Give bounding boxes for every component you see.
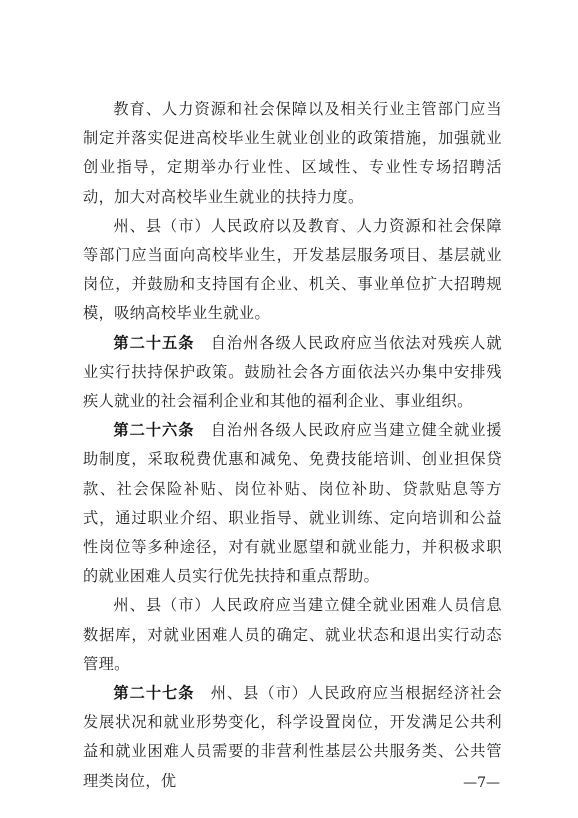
paragraph-text: 州、县（市）人民政府应当根据经济社会发展状况和就业形势变化，科学设置岗位，开发满足公共利益和就业困难人员需要的非营利性基层公共服务类、公共管理类岗位，优 — [83, 684, 502, 790]
paragraph-text: 教育、人力资源和社会保障以及相关行业主管部门应当制定并落实促进高校毕业生就业创业的政策措施，加强就业创业指导，定期举办行业性、区域性、专业性专场招聘活动，加大对高校毕业生就业的扶持力度。 — [83, 100, 502, 206]
paragraph-text: 州、县（市）人民政府应当建立健全就业困难人员信息数据库，对就业困难人员的确定、就业状态和退出实行动态管理。 — [83, 596, 502, 673]
document-body — [83, 95, 502, 796]
article-label: 第二十七条 — [113, 684, 195, 703]
article-label: 第二十六条 — [113, 421, 195, 440]
paragraph — [83, 329, 502, 417]
paragraph-text: 州、县（市）人民政府以及教育、人力资源和社会保障等部门应当面向高校毕业生，开发基层服务项目、基层就业岗位，并鼓励和支持国有企业、机关、事业单位扩大招聘规模，吸纳高校毕业生就业。 — [83, 216, 502, 323]
paragraph — [83, 591, 502, 679]
paragraph — [83, 679, 502, 796]
paragraph — [83, 95, 502, 212]
paragraph — [83, 212, 502, 329]
page-number: —7— — [463, 775, 500, 791]
paragraph-text: 自治州各级人民政府应当依法对残疾人就业实行扶持保护政策。鼓励社会各方面依法兴办集中安排残疾人就业的社会福利企业和其他的福利企业、事业组织。 — [83, 333, 502, 411]
article-label: 第二十五条 — [113, 333, 195, 352]
paragraph-text: 自治州各级人民政府应当建立健全就业援助制度，采取税费优惠和减免、免费技能培训、创业担保贷款、社会保险补贴、岗位补贴、岗位补助、贷款贴息等方式，通过职业介绍、职业指导、就业训练、定向培训和公益性岗位等多种途径，对有就业愿望和就业能力，并积极求职的就业困难人员实行优先扶持和重点帮助。 — [83, 421, 502, 586]
paragraph — [83, 416, 502, 591]
